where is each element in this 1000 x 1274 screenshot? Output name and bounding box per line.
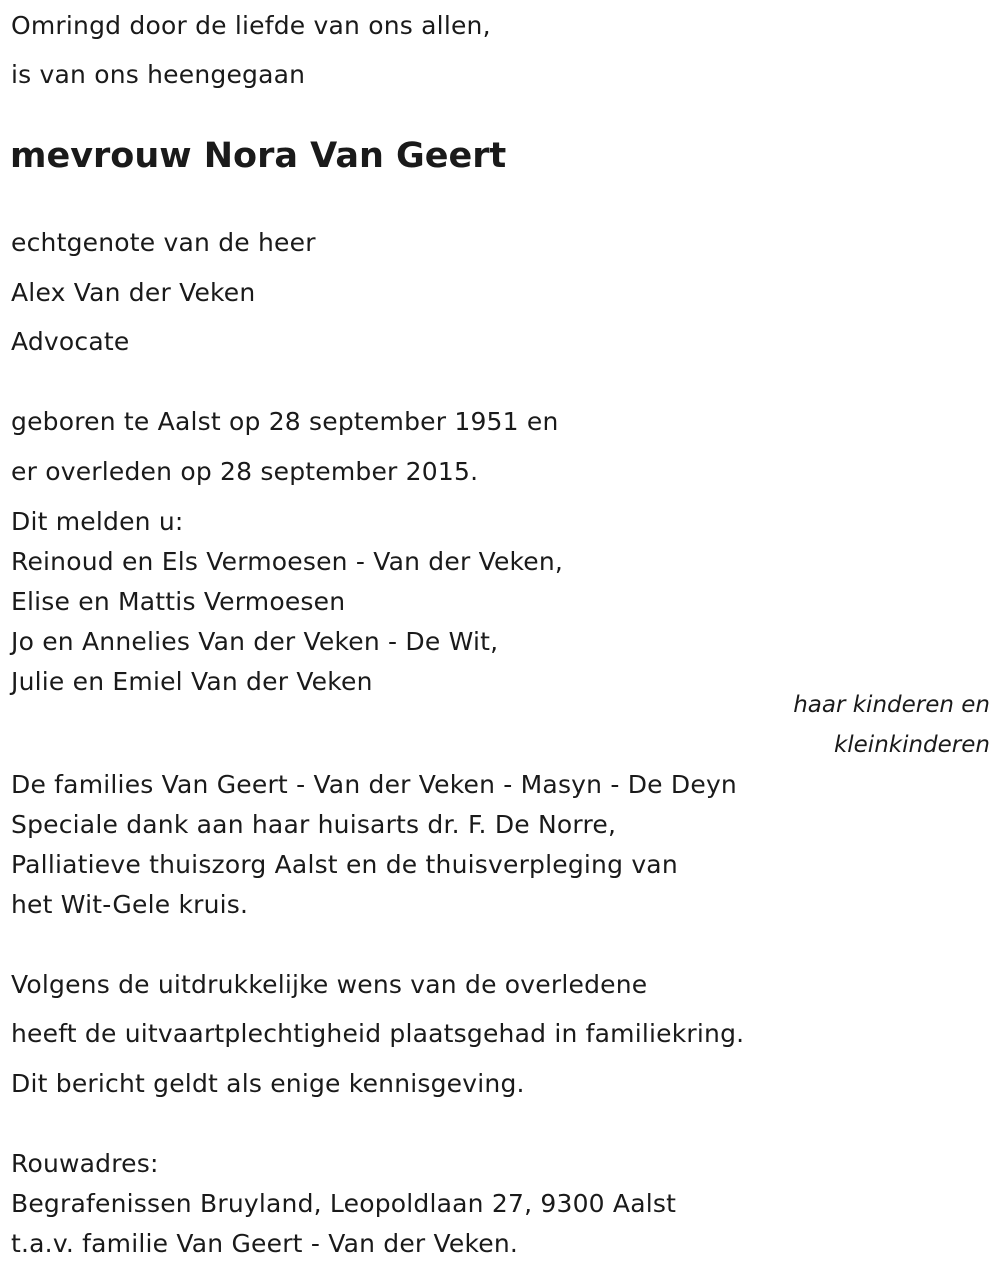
intro-line-1: Omringd door de liefde van ons allen, <box>11 11 491 40</box>
spouse-profession: Advocate <box>11 327 130 356</box>
announcer-line: Jo en Annelies Van der Veken - De Wit, <box>11 627 499 656</box>
spouse-name: Alex Van der Veken <box>11 278 256 307</box>
thanks-line: het Wit-Gele kruis. <box>11 890 249 919</box>
announcer-line: Julie en Emiel Van der Veken <box>11 667 373 696</box>
spouse-line-1: echtgenote van de heer <box>11 228 316 257</box>
announcer-line: Reinoud en Els Vermoesen - Van der Veken, <box>11 547 564 576</box>
thanks-line: Speciale dank aan haar huisarts dr. F. De Norre, <box>11 810 617 839</box>
families-line: De families Van Geert - Van der Veken - Masyn - De Deyn <box>11 770 737 799</box>
death-date-line: er overleden op 28 september 2015. <box>11 457 479 486</box>
birth-date-line: geboren te Aalst op 28 september 1951 en <box>11 407 559 436</box>
address-line-2: t.a.v. familie Van Geert - Van der Veken. <box>11 1229 519 1258</box>
announcers-intro: Dit melden u: <box>11 507 184 536</box>
deceased-name: mevrouw Nora Van Geert <box>10 136 507 176</box>
announcers-role-line-1: haar kinderen en <box>793 692 990 718</box>
intro-line-2: is van ons heengegaan <box>11 60 306 89</box>
funeral-line: Dit bericht geldt als enige kennisgeving. <box>11 1069 525 1098</box>
announcer-line: Elise en Mattis Vermoesen <box>11 587 346 616</box>
funeral-line: Volgens de uitdrukkelijke wens van de overledene <box>11 970 648 999</box>
address-line-1: Begrafenissen Bruyland, Leopoldlaan 27, 9300 Aalst <box>11 1189 677 1218</box>
announcers-role-line-2: kleinkinderen <box>833 732 990 758</box>
address-label: Rouwadres: <box>11 1149 159 1178</box>
thanks-line: Palliatieve thuiszorg Aalst en de thuisverpleging van <box>11 850 678 879</box>
funeral-line: heeft de uitvaartplechtigheid plaatsgehad in familiekring. <box>11 1019 745 1048</box>
